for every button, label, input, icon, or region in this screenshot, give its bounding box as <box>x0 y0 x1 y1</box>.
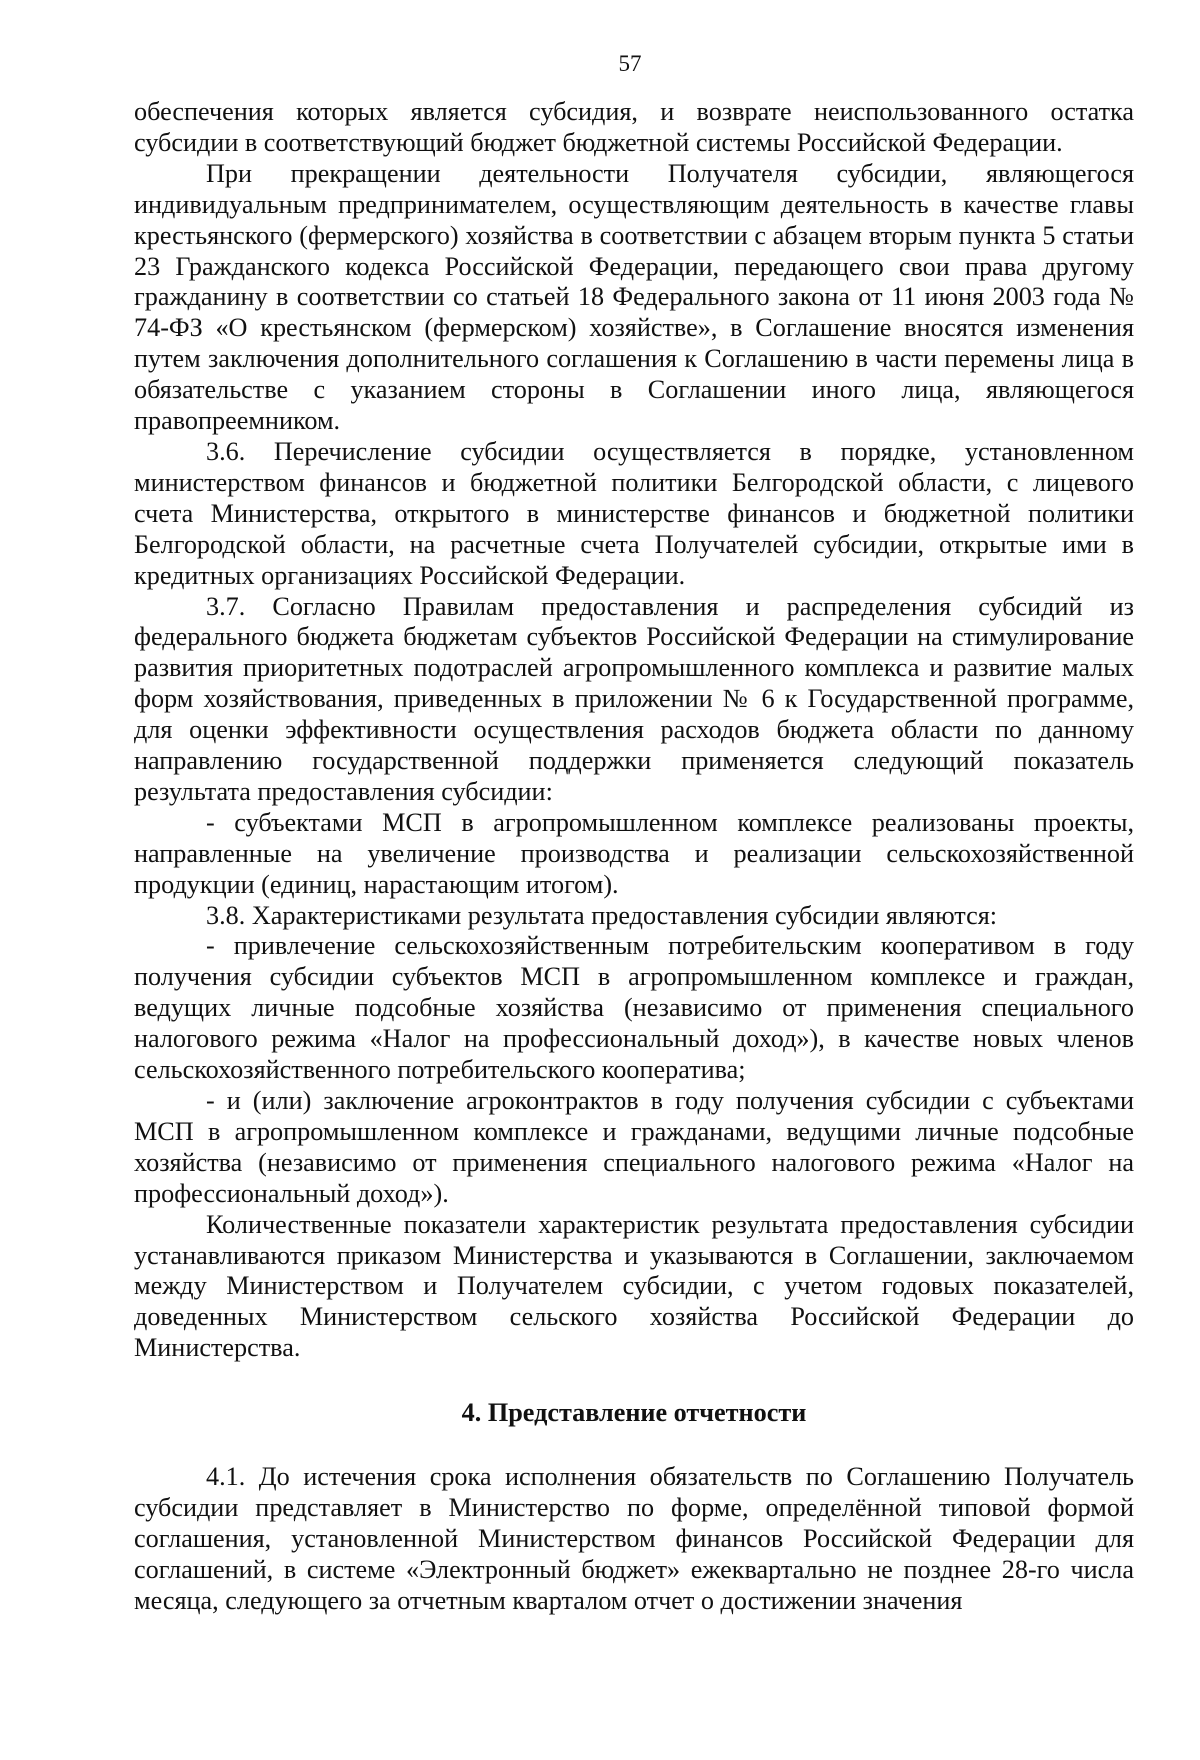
paragraph-3-7-indicator: - субъектами МСП в агропромышленном комплексе реализованы проекты, направленные на увеличение производства и реализации сельскохозяйственной продукции (единиц, нарастающим итогом). <box>134 807 1134 899</box>
paragraph-3-7: 3.7. Согласно Правилам предоставления и распределения субсидий из федерального бюджета бюджетам субъектов Российской Федерации на стимулирование развития приоритетных подотраслей агропромышленного комплекса и развитие малых форм хозяйствования, приведенных в приложении № 6 к Государственной программе, для оценки эффективности осуществления расходов бюджета области по данному направлению государственной поддержки применяется следующий показатель результата предоставления субсидии: <box>134 591 1134 806</box>
document-body <box>134 97 1134 1617</box>
paragraph-farm-termination: При прекращении деятельности Получателя субсидии, являющегося индивидуальным предпринимателем, осуществляющим деятельность в качестве главы крестьянского (фермерского) хозяйства в соответствии с абзацем вторым пункта 5 статьи 23 Гражданского кодекса Российской Федерации, передающего свои права другому гражданину в соответствии со статьей 18 Федерального закона от 11 июня 2003 года № 74-ФЗ «О крестьянском (фермерском) хозяйстве», в Соглашение вносятся изменения путем заключения дополнительного соглашения к Соглашению в части перемены лица в обязательстве с указанием стороны в Соглашении иного лица, являющегося правопреемником. <box>134 158 1134 436</box>
section-heading: 4. Представление отчетности <box>461 1398 807 1428</box>
paragraph-3-8-item-1: - привлечение сельскохозяйственным потребительским кооперативом в году получения субсидии субъектов МСП в агропромышленном комплексе и граждан, ведущих личные подсобные хозяйства (независимо от применения специального налогового режима «Налог на профессиональный доход»), в качестве новых членов сельскохозяйственного потребительского кооператива; <box>134 931 1134 1085</box>
paragraph-3-6: 3.6. Перечисление субсидии осуществляется в порядке, установленном министерством финансов и бюджетной политики Белгородской области, с лицевого счета Министерства, открытого в министерстве финансов и бюджетной политики Белгородской области, на расчетные счета Получателей субсидии, открытые ими в кредитных организациях Российской Федерации. <box>134 436 1134 590</box>
paragraph-4-1: 4.1. До истечения срока исполнения обязательств по Соглашению Получатель субсидии представляет в Министерство по форме, определённой типовой формой соглашения, установленной Министерством финансов Российской Федерации для соглашений, в системе «Электронный бюджет» ежеквартально не позднее 28-го числа месяца, следующего за отчетным кварталом отчет о достижении значения <box>134 1462 1134 1615</box>
paragraph-continuation: обеспечения которых является субсидия, и возврате неиспользованного остатка субсидии в соответствующий бюджет бюджетной системы Российской Федерации. <box>134 97 1134 157</box>
paragraph-3-8-item-2: - и (или) заключение агроконтрактов в году получения субсидии с субъектами МСП в агропромышленном комплексе и гражданами, ведущими личные подсобные хозяйства (независимо от применения специального налогового режима «Налог на профессиональный доход»). <box>134 1086 1134 1208</box>
paragraph-3-8: 3.8. Характеристиками результата предоставления субсидии являются: <box>206 900 998 930</box>
page-number: 57 <box>618 51 642 76</box>
paragraph-quantitative-indicators: Количественные показатели характеристик результата предоставления субсидии устанавливаются приказом Министерства и указываются в Соглашении, заключаемом между Министерством и Получателем субсидии, с учетом годовых показателей, доведенных Министерством сельского хозяйства Российской Федерации до Министерства. <box>134 1209 1134 1363</box>
